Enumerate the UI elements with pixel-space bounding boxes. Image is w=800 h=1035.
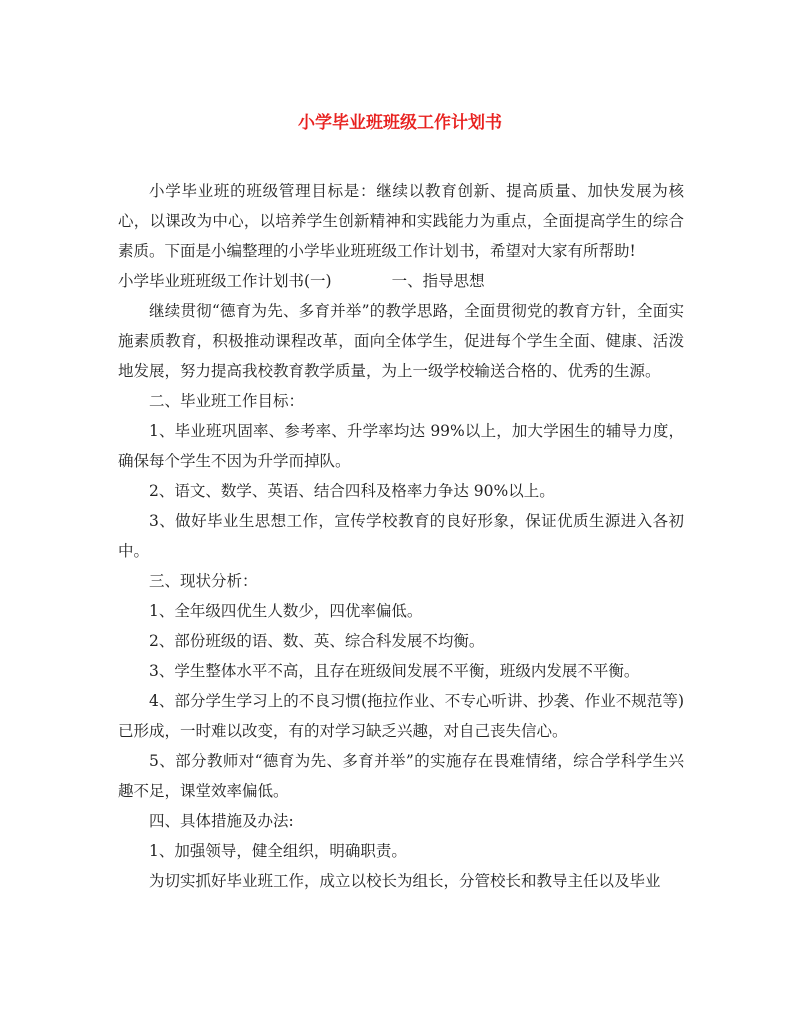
subtitle-line (118, 266, 684, 296)
section-2-item: 3、做好毕业生思想工作，宣传学校教育的良好形象，保证优质生源进入各初中。 (118, 512, 684, 560)
section-3-heading: 三、现状分析： (149, 572, 258, 590)
section-3-item: 1、全年级四优生人数少，四优率偏低。 (149, 602, 423, 620)
section-4-item: 为切实抓好毕业班工作，成立以校长为组长，分管校长和教导主任以及毕业 (149, 872, 661, 890)
section-3-item: 4、部分学生学习上的不良习惯(拖拉作业、不专心听讲、抄袭、作业不规范等)已形成，一时难以改变，有的对学习缺乏兴趣，对自己丧失信心。 (118, 692, 684, 740)
subtitle: 小学毕业班班级工作计划书(一) (118, 272, 332, 290)
section-2-heading: 二、毕业班工作目标： (149, 392, 305, 410)
document-title: 小学毕业班班级工作计划书 (298, 113, 502, 133)
section-2-item: 2、语文、数学、英语、结合四科及格率力争达 90%以上。 (149, 482, 555, 500)
intro-paragraph: 小学毕业班的班级管理目标是：继续以教育创新、提高质量、加快发展为核心，以课改为中心，以培养学生创新精神和实践能力为重点，全面提高学生的综合素质。下面是小编整理的小学毕业班班级工作计划书，希望对大家有所帮助! (118, 182, 684, 260)
section-3-item: 5、部分教师对“德育为先、多育并举”的实施存在畏难情绪，综合学科学生兴趣不足，课堂效率偏低。 (118, 752, 684, 800)
section-3-item: 3、学生整体水平不高，且存在班级间发展不平衡，班级内发展不平衡。 (149, 662, 640, 680)
section-4-item: 1、加强领导，健全组织，明确职责。 (149, 842, 407, 860)
section-1-heading: 一、指导思想 (391, 272, 485, 290)
document-body (118, 176, 684, 896)
section-1-text: 继续贯彻“德育为先、多育并举”的教学思路，全面贯彻党的教育方针，全面实施素质教育，积极推动课程改革，面向全体学生，促进每个学生全面、健康、活泼地发展，努力提高我校教育教学质量，为上一级学校输送合格的、优秀的生源。 (118, 302, 684, 380)
section-4-heading: 四、具体措施及办法: (149, 812, 294, 830)
section-2-item: 1、毕业班巩固率、参考率、升学率均达 99%以上，加大学困生的辅导力度，确保每个学生不因为升学而掉队。 (118, 422, 684, 470)
section-3-item: 2、部份班级的语、数、英、综合科发展不均衡。 (149, 632, 485, 650)
